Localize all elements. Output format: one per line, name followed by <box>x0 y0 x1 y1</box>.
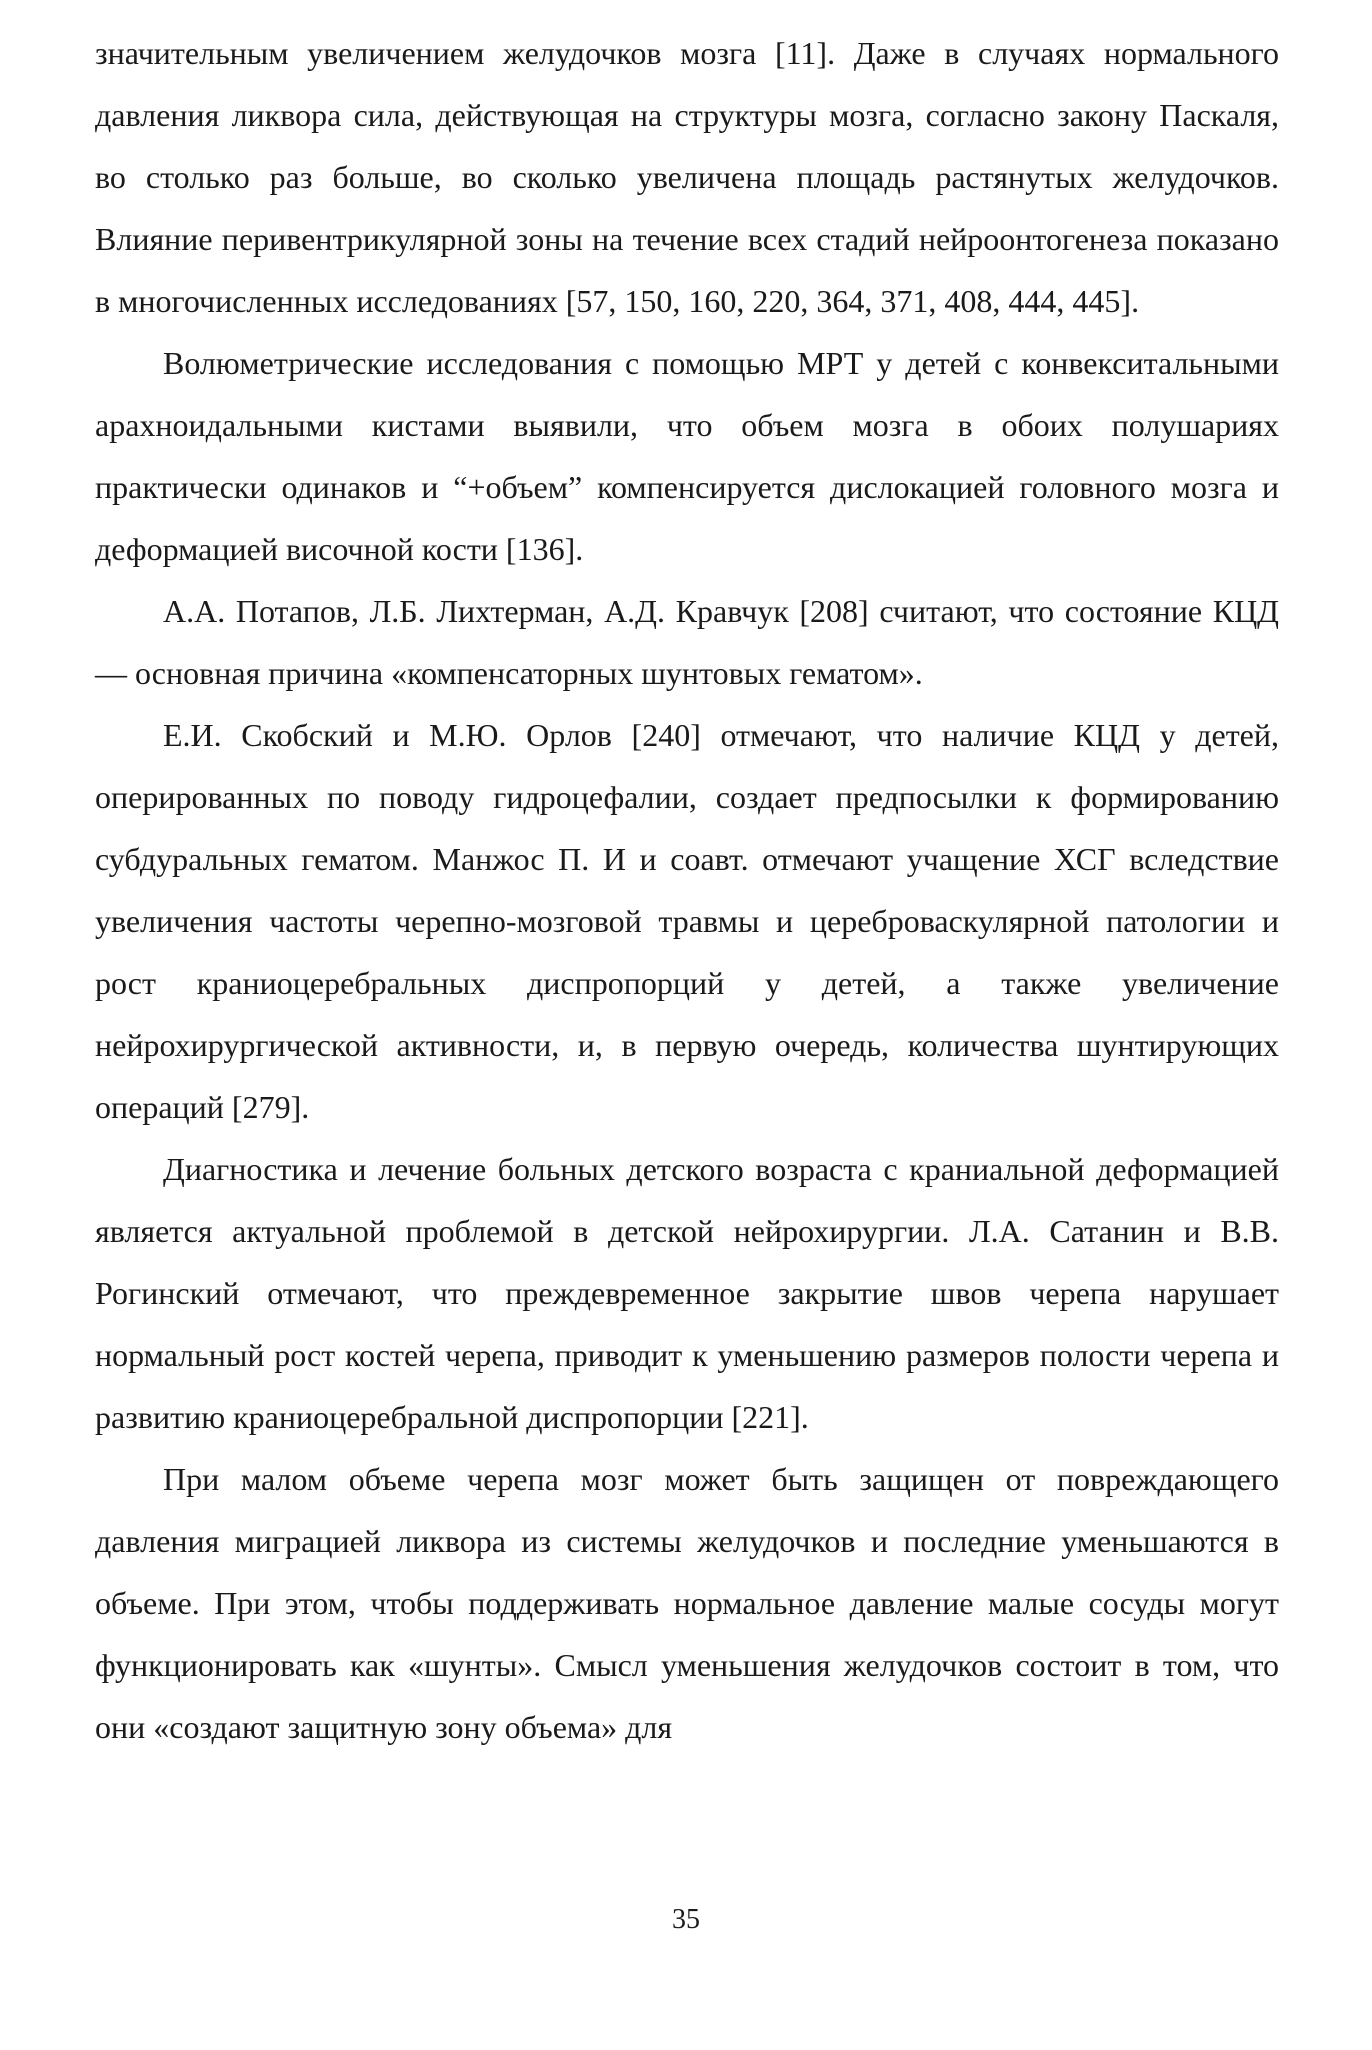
paragraph-diagnostics: Диагностика и лечение больных детского возраста с краниальной деформацией является актуальной проблемой в детской нейрохирургии. Л.А. Сатанин и В.В. Рогинский отмечают, что преждевременное закрытие швов черепа нарушает нормальный рост костей черепа, приводит к уменьшению размеров полости черепа и развитию краниоцеребральной диспропорции [221]. <box>95 1151 1279 1435</box>
paragraph-small-skull: При малом объеме черепа мозг может быть защищен от повреждающего давления миграцией ликвора из системы желудочков и последние уменьшаются в объеме. При этом, чтобы поддерживать нормальное давление малые сосуды могут функционировать как «шунты». Смысл уменьшения желудочков состоит в том, что они «создают защитную зону объема» для <box>95 1461 1279 1745</box>
paragraph-skobsky-orlov: Е.И. Скобский и М.Ю. Орлов [240] отмечают, что наличие КЦД у детей, оперированных по поводу гидроцефалии, создает предпосылки к формированию субдуральных гематом. Манжос П. И и соавт. отмечают учащение ХСГ вследствие увеличения частоты черепно-мозговой травмы и цереброваскулярной патологии и рост краниоцеребральных диспропорций у детей, а также увеличение нейрохирургической активности, и, в первую очередь, количества шунтирующих операций [279]. <box>95 717 1279 1125</box>
page-number: 35 <box>672 1904 700 1935</box>
paragraph-potapov: А.А. Потапов, Л.Б. Лихтерман, А.Д. Кравчук [208] считают, что состояние КЦД — основная причина «компенсаторных шунтовых гематом». <box>95 593 1279 691</box>
paragraph-continuation: значительным увеличением желудочков мозга [11]. Даже в случаях нормального давления ликвора сила, действующая на структуры мозга, согласно закону Паскаля, во столько раз больше, во сколько увеличена площадь растянутых желудочков. Влияние перивентрикулярной зоны на течение всех стадий нейроонтогенеза показано в многочисленных исследованиях [57, 150, 160, 220, 364, 371, 408, 444, 445]. <box>95 35 1279 319</box>
body-text <box>95 22 1279 1758</box>
paragraph-volumetric-mri: Волюметрические исследования с помощью МРТ у детей с конвекситальными арахноидальными кистами выявили, что объем мозга в обоих полушариях практически одинаков и “+объем” компенсируется дислокацией головного мозга и деформацией височной кости [136]. <box>95 345 1279 567</box>
